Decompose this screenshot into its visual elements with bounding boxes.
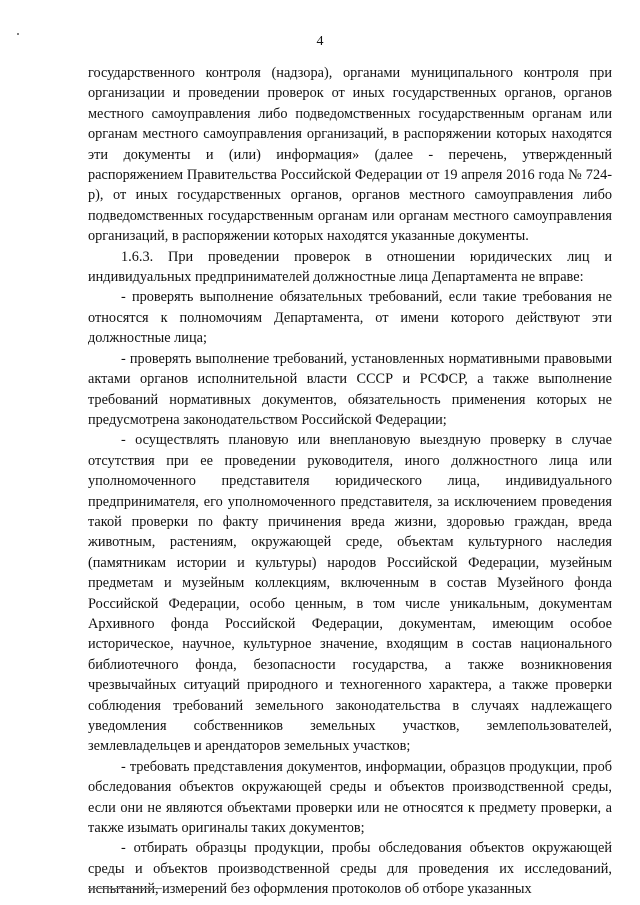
list-item: - проверять выполнение требований, установленных нормативными правовыми актами органов исполнительной власти СССР и РСФСР, а также выполнение требований нормативных документов, обязательность применения которых не предусмотрена законодательством Российской Федерации;	[88, 350, 612, 428]
list-item: - осуществлять плановую или внеплановую выездную проверку в случае отсутствия при ее проведении руководителя, иного должностного лица или уполномоченного представителя юридического лица, индивидуального предпринимателя, его уполномоченного представителя, за исключением проведения такой проверки по факту причинения вреда жизни, здоровью граждан, вреда животным, растениям, окружающей среде, объектам культурного наследия (памятникам истории и культуры) народов Российской Федерации, музейным предметам и музейным коллекциям, включенным в состав Музейного фонда Российской Федерации, особо ценным, в том числе уникальным, документам Архивного фонда Российской Федерации, документам, имеющим особое историческое, научное, культурное значение, входящим в состав национального библиотечного фонда, безопасности государства, а также возникновения чрезвычайных ситуаций природного и техногенного характера, а также проверки соблюдения требований земельного законодательства в случаях надлежащего уведомления собственников земельных участков, землепользователей, землевладельцев и арендаторов земельных участков;	[88, 432, 612, 755]
paragraph-clause-1-6-3: 1.6.3. При проведении проверок в отношении юридических лиц и индивидуальных предпринимателей должностные лица Департамента не вправе:	[88, 248, 612, 286]
page-number: 4	[316, 34, 324, 49]
list-item: - отбирать образцы продукции, пробы обследования объектов окружающей среды и объектов производственной среды для проведения их исследований, испытаний, измерений без оформления протоколов об отборе указанных	[88, 840, 612, 898]
document-body	[88, 63, 612, 900]
list-item: - проверять выполнение обязательных требований, если такие требования не относятся к полномочиям Департамента, от имени которого действуют эти должностные лица;	[88, 289, 612, 347]
paragraph-continuation: государственного контроля (надзора), органами муниципального контроля при организации и проведении проверок от иных государственных органов, органов местного самоуправления либо подведомственных государственным органам или органам местного самоуправления организаций, в распоряжении которых находятся эти документы и (или) информация» (далее - перечень, утвержденный распоряжением Правительства Российской Федерации от 19 апреля 2016 года № 724-р), от иных государственных органов, органов местного самоуправления либо подведомственных государственным органам или органам местного самоуправления организаций, в распоряжении которых находятся указанные документы.	[88, 65, 612, 245]
list-item: - требовать представления документов, информации, образцов продукции, проб обследования объектов окружающей среды и объектов производственной среды, если они не являются объектами проверки или не относятся к предмету проверки, а также изымать оригиналы таких документов;	[88, 758, 612, 837]
footer-divider	[88, 888, 162, 889]
